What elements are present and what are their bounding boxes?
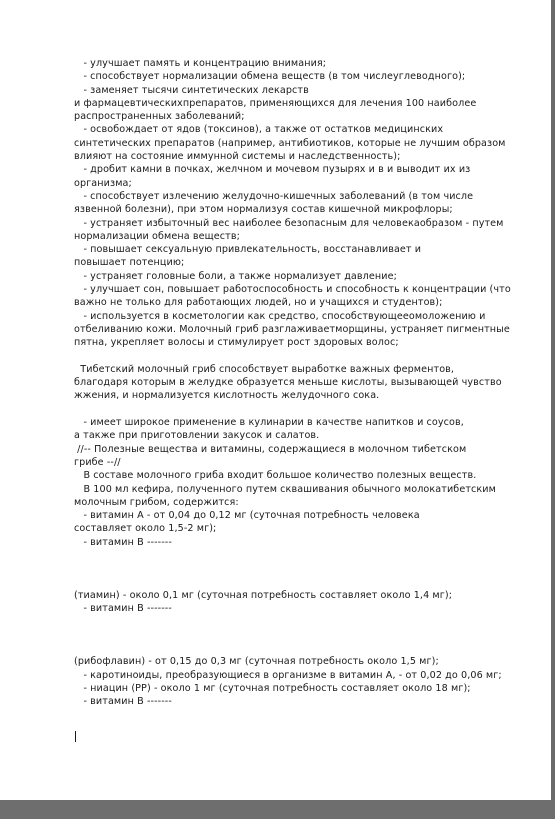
text-line: влияют на состояние иммунной системы и наследственность); [74, 151, 401, 163]
text-line: - освобождает от ядов (токсинов), а также от остатков медицинских [74, 124, 444, 136]
text-line: синтетических препаратов (например, антибиотиков, которые не лучшим образом [74, 137, 506, 149]
text-line: составляет около 1,5-2 мг); [74, 523, 217, 535]
text-line: жжения, и нормализуется кислотность желудочного сока. [74, 390, 380, 402]
text-line: Тибетский молочный гриб способствует выработке важных ферментов, [74, 363, 455, 375]
text-line: - витамин А - от 0,04 до 0,12 мг (суточная потребность человека [74, 510, 420, 522]
text-line: - способствует нормализации обмена веществ (в том числеуглеводного); [74, 71, 466, 83]
blank-line [74, 615, 536, 628]
text-line: распространенных заболеваний; [74, 111, 245, 123]
blank-line [74, 576, 536, 589]
text-line: //-- Полезные вещества и витамины, содержащиеся в молочном тибетском [74, 443, 467, 455]
text-line: - ниацин (РР) - около 1 мг (суточная потребность составляет около 18 мг); [74, 682, 471, 694]
text-line: - витамин В ------- [74, 696, 172, 708]
text-line: и фармацевтическихпрепаратов, применяющихся для лечения 100 наиболее [74, 97, 477, 109]
text-line: (тиамин) - около 0,1 мг (суточная потребность составляет около 1,4 мг); [74, 589, 453, 601]
text-line: - имеет широкое применение в кулинарии в качестве напитков и соусов, [74, 417, 464, 429]
blank-line [74, 350, 536, 363]
text-line: - заменяет тысячи синтетических лекарств [74, 84, 309, 96]
text-line: - используется в косметологии как средство, способствующееомоложению и [74, 310, 486, 322]
text-line: - витамин В ------- [74, 536, 172, 548]
text-line: нормализации обмена веществ; [74, 230, 240, 242]
text-line: - витамин В ------- [74, 603, 172, 615]
text-line: а также при приготовлении закусок и салатов. [74, 430, 320, 442]
blank-line [74, 562, 536, 575]
text-line: повышает потенцию; [74, 257, 185, 269]
window-bottom-bar [0, 800, 555, 819]
text-line: пятна, укрепляет волосы и стимулирует рост здоровых волос; [74, 337, 399, 349]
text-line: - улучшает сон, повышает работоспособность и способность к концентрации (что [74, 284, 511, 296]
text-line: важно не только для работающих людей, но и учащихся и студентов); [74, 297, 443, 309]
document-text[interactable] [74, 57, 536, 709]
text-line: отбеливанию кожи. Молочный гриб разглаживаетморщины, устраняет пигментные [74, 323, 510, 335]
text-line: организма; [74, 177, 132, 189]
text-line: - улучшает память и концентрацию внимания; [74, 58, 327, 69]
blank-line [74, 403, 536, 416]
text-line: В 100 мл кефира, полученного путем сквашивания обычного молокатибетским [74, 483, 496, 495]
text-line: молочным грибом, содержится: [74, 496, 239, 508]
text-line: - повышает сексуальную привлекательность, восстанавливает и [74, 244, 422, 256]
text-line: благодаря которым в желудке образуется меньше кислоты, вызывающей чувство [74, 377, 502, 389]
text-line: - способствует излечению желудочно-кишечных заболеваний (в том числе [74, 190, 474, 202]
text-cursor [75, 731, 76, 742]
text-line: язвенной болезни), при этом нормализуя состав кишечной микрофлоры; [74, 204, 453, 216]
text-line: грибе --// [74, 456, 121, 468]
text-line: - каротиноиды, преобразующиеся в организме в витамин А, - от 0,02 до 0,06 мг; [74, 669, 502, 681]
text-line: (рибофлавин) - от 0,15 до 0,3 мг (суточная потребность около 1,5 мг); [74, 656, 439, 668]
text-line: - устраняет избыточный вес наиболее безопасным для человекаобразом - путем [74, 217, 504, 229]
blank-line [74, 629, 536, 642]
text-line: - устраняет головные боли, а также нормализует давление; [74, 270, 397, 282]
blank-line [74, 642, 536, 655]
text-line: В составе молочного гриба входит большое количество полезных веществ. [74, 470, 477, 482]
blank-line [74, 549, 536, 562]
window-right-edge [551, 0, 555, 819]
text-line: - дробит камни в почках, желчном и мочевом пузырях и в и выводит их из [74, 164, 471, 176]
